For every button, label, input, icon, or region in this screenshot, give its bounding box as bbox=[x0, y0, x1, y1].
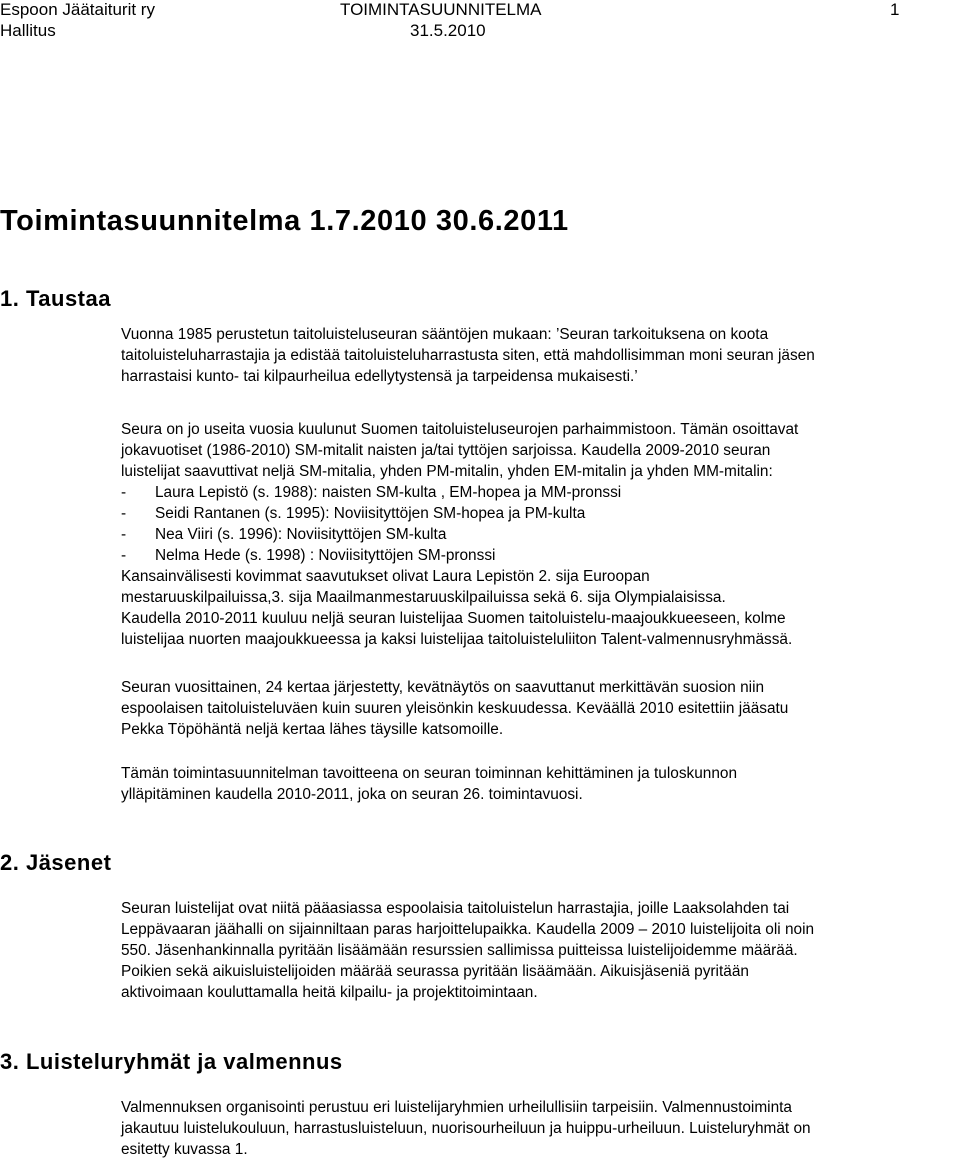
medalist-list-item: - Nelma Hede (s. 1998) : Noviisityttöjen SM-pronssi bbox=[121, 547, 496, 564]
text-line: Tämän toimintasuunnitelman tavoitteena on seuran toiminnan kehittäminen ja tuloskunnon bbox=[121, 765, 738, 782]
text-line: aktivoimaan kouluttamalla heitä kilpailu- ja projektitoimintaan. bbox=[121, 984, 538, 1001]
section-1-paragraph-4 bbox=[121, 763, 959, 805]
medalist-text: Nelma Hede (s. 1998) : Noviisityttöjen SM-pronssi bbox=[155, 547, 496, 564]
text-line: ylläpitäminen kaudella 2010-2011, joka on seuran 26. toimintavuosi. bbox=[121, 786, 583, 803]
section-1-paragraph-2 bbox=[121, 419, 959, 650]
medalist-text: Nea Viiri (s. 1996): Noviisityttöjen SM-kulta bbox=[155, 526, 447, 543]
section-2-heading: 2. Jäsenet bbox=[0, 850, 112, 875]
document-title: Toimintasuunnitelma 1.7.2010 30.6.2011 bbox=[0, 205, 569, 237]
text-line: luistelijaa nuorten maajoukkueessa ja kaksi luistelijaa taitoluisteluliiton Talent-valmennusryhmässä. bbox=[121, 631, 793, 648]
header-doc-type: TOIMINTASUUNNITELMA bbox=[340, 0, 542, 19]
text-line: Kaudella 2010-2011 kuuluu neljä seuran luistelijaa Suomen taitoluistelu-maajoukkueeseen, kolme bbox=[121, 610, 786, 627]
section-1-heading: 1. Taustaa bbox=[0, 286, 111, 311]
text-line: Pekka Töpöhäntä neljä kertaa lähes täysille katsomoille. bbox=[121, 721, 504, 738]
medalist-list-item: - Nea Viiri (s. 1996): Noviisityttöjen SM-kulta bbox=[121, 526, 447, 543]
text-line: Valmennuksen organisointi perustuu eri luistelijaryhmien urheilullisiin tarpeisiin. Valmennustoiminta bbox=[121, 1099, 792, 1116]
text-line: Seuran luistelijat ovat niitä pääasiassa espoolaisia taitoluistelun harrastajia, joille Laaksolahden tai bbox=[121, 900, 790, 917]
text-line: espoolaisen taitoluisteluväen kuin suuren yleisönkin keskuudessa. Keväällä 2010 esitettiin jääsatu bbox=[121, 700, 789, 717]
section-1-paragraph-3 bbox=[121, 677, 959, 740]
medalist-list-item: - Seidi Rantanen (s. 1995): Noviisityttöjen SM-hopea ja PM-kulta bbox=[121, 505, 586, 522]
text-line: Seuran vuosittainen, 24 kertaa järjestetty, kevätnäytös on saavuttanut merkittävän suosion niin bbox=[121, 679, 765, 696]
header-org: Espoon Jäätaiturit ry bbox=[0, 0, 155, 19]
text-line: esitetty kuvassa 1. bbox=[121, 1141, 248, 1158]
medalist-list-item: - Laura Lepistö (s. 1988): naisten SM-kulta , EM-hopea ja MM-pronssi bbox=[121, 484, 622, 501]
header-page-number: 1 bbox=[890, 0, 900, 19]
header-date: 31.5.2010 bbox=[410, 21, 486, 40]
text-line: luistelijat saavuttivat neljä SM-mitalia, yhden PM-mitalin, yhden EM-mitalin ja yhden MM-mitalin: bbox=[121, 463, 773, 480]
header-board: Hallitus bbox=[0, 21, 56, 40]
text-line: taitoluisteluharrastajia ja edistää taitoluisteluharrastusta siten, että mahdollisimman moni seuran jäsen bbox=[121, 347, 815, 364]
text-line: Vuonna 1985 perustetun taitoluisteluseuran sääntöjen mukaan: ’Seuran tarkoituksena on koota bbox=[121, 326, 769, 343]
medalist-text: Laura Lepistö (s. 1988): naisten SM-kulta , EM-hopea ja MM-pronssi bbox=[155, 484, 622, 501]
text-line: harrastaisi kunto- tai kilpaurheilua edellytystensä ja tarpeidensa mukaisesti.’ bbox=[121, 368, 638, 385]
text-line: jakautuu luistelukouluun, harrastusluisteluun, nuorisourheiluun ja huippu-urheiluun. Luisteluryhmät on bbox=[121, 1120, 811, 1137]
text-line: 550. Jäsenhankinnalla pyritään lisäämään resurssien sallimissa puitteissa luistelijoidemme määrää. bbox=[121, 942, 798, 959]
text-line: Seura on jo useita vuosia kuulunut Suomen taitoluisteluseurojen parhaimmistoon. Tämän osoittavat bbox=[121, 421, 799, 438]
text-line: jokavuotiset (1986-2010) SM-mitalit naisten ja/tai tyttöjen sarjoissa. Kaudella 2009-2010 seuran bbox=[121, 442, 771, 459]
section-3-paragraph-1 bbox=[121, 1097, 959, 1160]
section-1-paragraph-1 bbox=[121, 324, 959, 387]
section-2-paragraph-1 bbox=[121, 898, 959, 1003]
text-line: Poikien sekä aikuisluistelijoiden määrää seurassa pyritään lisäämään. Aikuisjäseniä pyritään bbox=[121, 963, 749, 980]
medalist-text: Seidi Rantanen (s. 1995): Noviisityttöjen SM-hopea ja PM-kulta bbox=[155, 505, 586, 522]
text-line: Kansainvälisesti kovimmat saavutukset olivat Laura Lepistön 2. sija Euroopan bbox=[121, 568, 650, 585]
section-3-heading: 3. Luisteluryhmät ja valmennus bbox=[0, 1049, 343, 1074]
text-line: Leppävaaran jäähalli on sijainniltaan paras harjoittelupaikka. Kaudella 2009 – 2010 luistelijoita oli noin bbox=[121, 921, 815, 938]
text-line: mestaruuskilpailuissa,3. sija Maailmanmestaruuskilpailuissa sekä 6. sija Olympialaisissa. bbox=[121, 589, 726, 606]
